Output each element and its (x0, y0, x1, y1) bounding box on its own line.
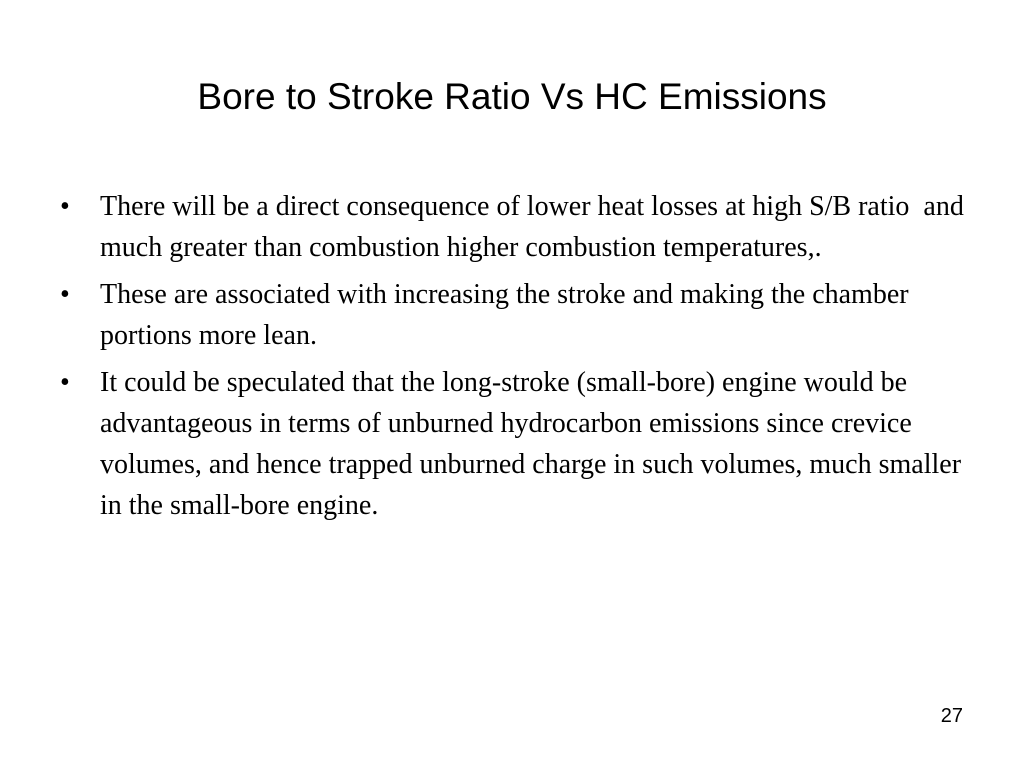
bullet-text: These are associated with increasing the stroke and making the chamber portions more lean. (100, 279, 916, 351)
bullet-item (60, 186, 975, 268)
slide-title: Bore to Stroke Ratio Vs HC Emissions (197, 76, 827, 117)
page-number: 27 (940, 705, 963, 727)
bullet-icon: • (60, 279, 70, 310)
bullet-list (60, 186, 975, 532)
bullet-icon: • (60, 367, 70, 398)
bullet-item (60, 274, 975, 356)
bullet-text: It could be speculated that the long-stroke (small-bore) engine would be advantageous in terms of unburned hydrocarbon emissions since crevice volumes, and hence trapped unburned charge in such volumes, much smaller in the small-bore engine. (100, 367, 969, 521)
bullet-icon: • (60, 191, 70, 222)
bullet-text: There will be a direct consequence of lower heat losses at high S/B ratio and much greater than combustion higher combustion temperatures,. (100, 191, 971, 263)
bullet-item (60, 362, 975, 526)
